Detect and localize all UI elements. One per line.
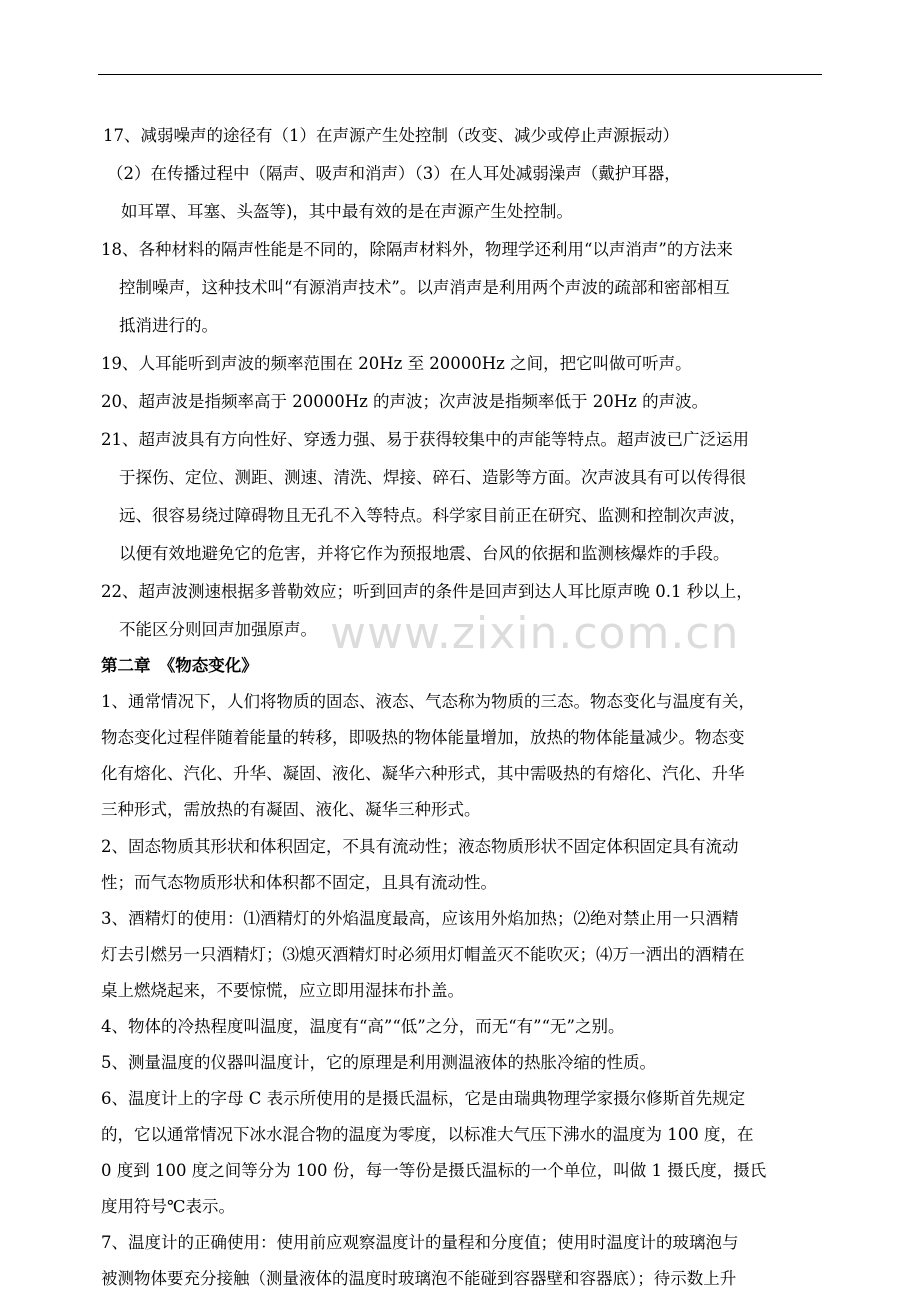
text-line: 0 度到 100 度之间等分为 100 份，每一等份是摄氏温标的一个单位，叫做 1 摄氏度，摄氏	[101, 1161, 767, 1180]
text-line: 物态变化过程伴随着能量的转移，即吸热的物体能量增加，放热的物体能量减少。物态变	[101, 728, 745, 747]
text-line: 21、超声波具有方向性好、穿透力强、易于获得较集中的声能等特点。超声波已广泛运用	[101, 430, 749, 449]
text-line: 4、物体的冷热程度叫温度，温度有“高”“低”之分，而无“有”“无”之别。	[101, 1017, 625, 1036]
text-line: 的，它以通常情况下冰水混合物的温度为零度，以标准大气压下沸水的温度为 100 度，在	[101, 1125, 754, 1144]
text-line: 1、通常情况下，人们将物质的固态、液态、气态称为物质的三态。物态变化与温度有关，	[101, 692, 755, 711]
text-line: 被测物体要充分接触（测量液体的温度时玻璃泡不能碰到容器壁和容器底）；待示数上升	[101, 1269, 737, 1288]
text-line: 7、温度计的正确使用：使用前应观察温度计的量程和分度值；使用时温度计的玻璃泡与	[101, 1233, 739, 1252]
text-line: 于探伤、定位、测距、测速、清洗、焊接、碎石、造影等方面。次声波具有可以传得很	[119, 468, 746, 487]
text-line: 2、固态物质其形状和体积固定，不具有流动性；液态物质形状不固定体积固定具有流动	[101, 837, 739, 856]
text-line: 如耳罩、耳塞、头盔等)，其中最有效的是在声源产生处控制。	[121, 202, 573, 221]
text-line: 远、很容易绕过障碍物且无孔不入等特点。科学家目前正在研究、监测和控制次声波，	[119, 506, 746, 525]
text-line: 灯去引燃另一只酒精灯；⑶熄灭酒精灯时必须用灯帽盖灭不能吹灭；⑷万一洒出的酒精在	[101, 945, 745, 964]
text-line: 抵消进行的。	[119, 316, 218, 335]
text-line: 以便有效地避免它的危害，并将它作为预报地震、台风的依据和监测核爆炸的手段。	[119, 544, 730, 563]
text-line: 18、各种材料的隔声性能是不同的，除隔声材料外，物理学还利用“以声消声”的方法来	[101, 240, 733, 259]
chapter-heading: 第二章 《物态变化》	[101, 656, 258, 675]
text-line: 度用符号℃表示。	[101, 1197, 235, 1216]
text-line: 不能区分则回声加强原声。	[119, 620, 317, 639]
header-rule	[98, 74, 822, 75]
text-line: 6、温度计上的字母 C 表示所使用的是摄氏温标，它是由瑞典物理学家摄尔修斯首先规定	[101, 1089, 746, 1108]
text-line: 3、酒精灯的使用：⑴酒精灯的外焰温度最高，应该用外焰加热；⑵绝对禁止用一只酒精	[101, 909, 739, 928]
text-line: 性；而气态物质形状和体积都不固定，且具有流动性。	[101, 873, 497, 892]
watermark: www.zixin.com.cn	[330, 608, 740, 659]
text-line: 桌上燃烧起来，不要惊慌，应立即用湿抹布扑盖。	[101, 981, 464, 1000]
text-line: 22、超声波测速根据多普勒效应；听到回声的条件是回声到达人耳比原声晚 0.1 秒以上，	[101, 582, 753, 601]
text-line: 19、人耳能听到声波的频率范围在 20Hz 至 20000Hz 之间，把它叫做可听声。	[101, 354, 692, 373]
text-line: 5、测量温度的仪器叫温度计，它的原理是利用测温液体的热胀冷缩的性质。	[101, 1053, 656, 1072]
text-line: 化有熔化、汽化、升华、凝固、液化、凝华六种形式，其中需吸热的有熔化、汽化、升华	[101, 764, 745, 783]
text-line: 三种形式，需放热的有凝固、液化、凝华三种形式。	[101, 800, 481, 819]
text-line: 20、超声波是指频率高于 20000Hz 的声波；次声波是指频率低于 20Hz 的声波。	[101, 392, 709, 411]
text-line: 17、减弱噪声的途径有（1）在声源产生处控制（改变、减少或停止声源振动）	[103, 126, 679, 145]
text-line: 控制噪声，这种技术叫“有源消声技术”。以声消声是利用两个声波的疏部和密部相互	[119, 278, 730, 297]
text-line: （2）在传播过程中（隔声、吸声和消声）（3）在人耳处减弱澡声（戴护耳器，	[107, 164, 681, 183]
